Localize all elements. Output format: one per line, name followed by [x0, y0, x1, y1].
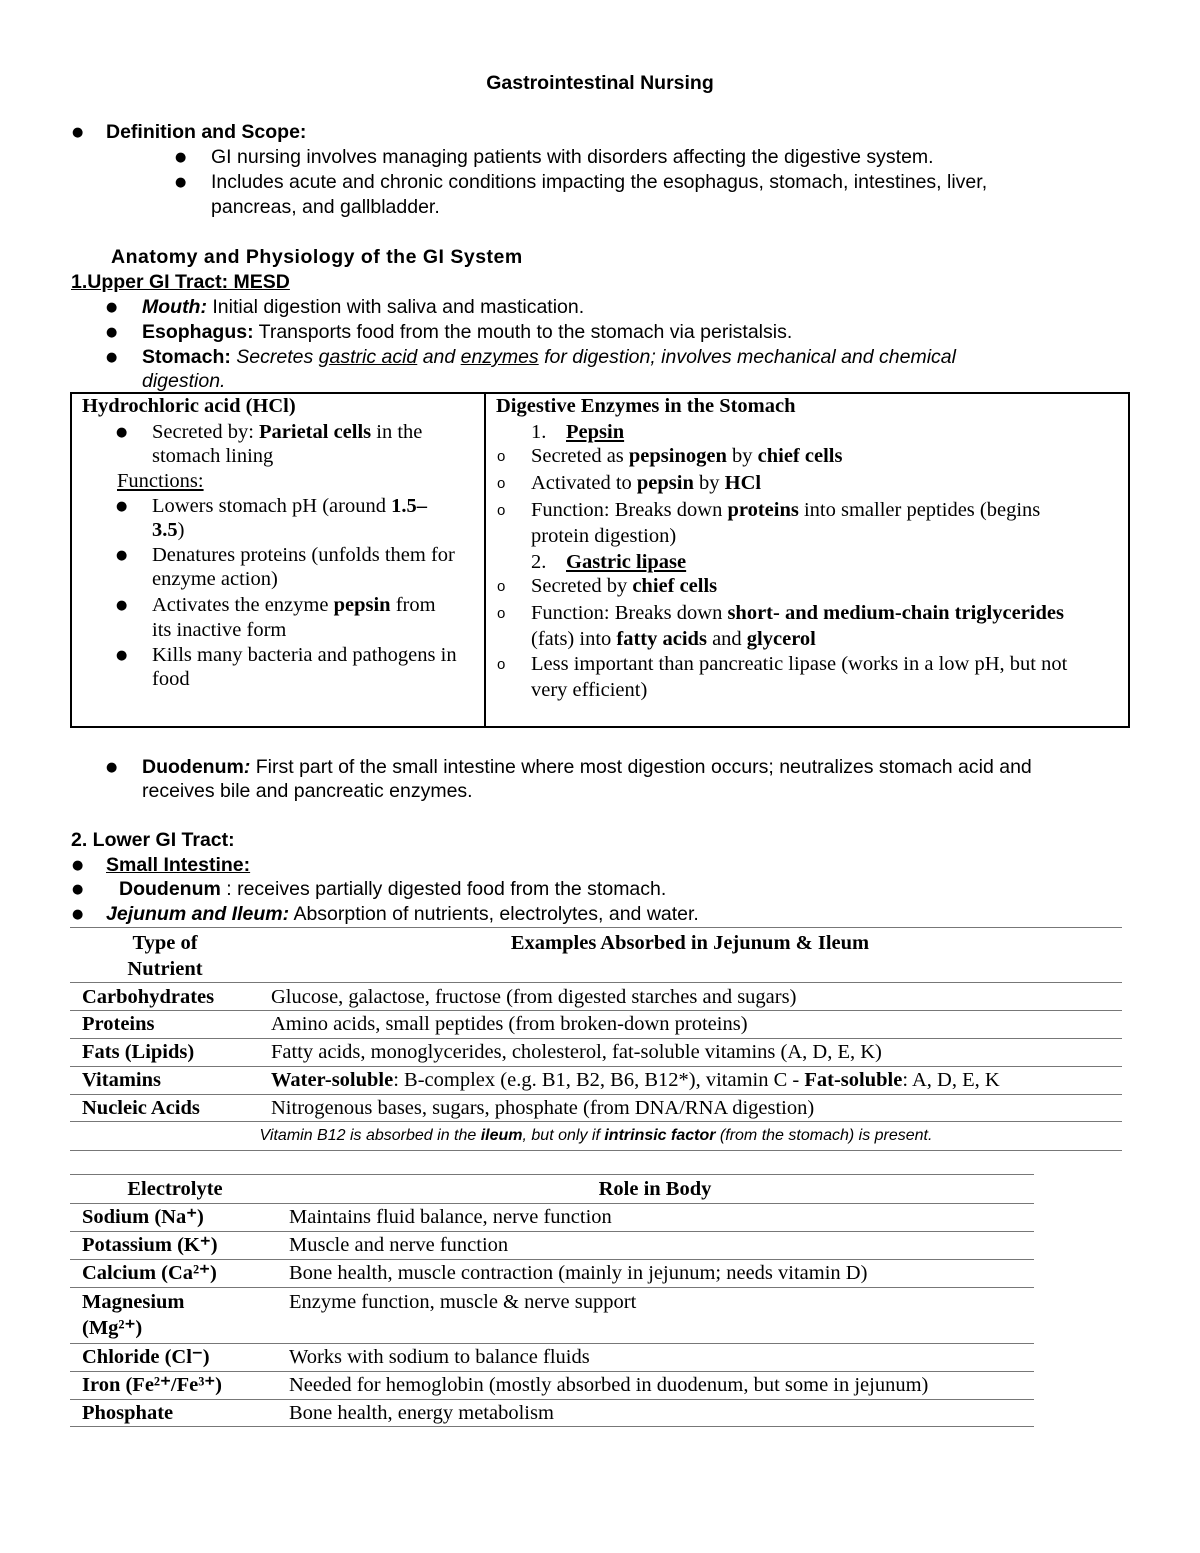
bullet-icon: ● — [116, 499, 128, 514]
electrolyte-name: Phosphate — [82, 1402, 174, 1424]
definition-item-cont: pancreas, and gallbladder. — [211, 196, 440, 218]
nutrient-type: Nucleic Acids — [82, 1097, 200, 1119]
nutrient-type: Vitamins — [82, 1069, 161, 1091]
table-rule — [70, 1399, 1034, 1400]
jejunum-item: Jejunum and Ileum: Absorption of nutrients, electrolytes, and water. — [106, 903, 699, 925]
nutrient-type: Fats (Lipids) — [82, 1041, 195, 1063]
duodenum-item: Duodenum: First part of the small intestine where most digestion occurs; neutralizes stomach acid and — [142, 756, 1032, 778]
bullet-icon: ● — [106, 325, 118, 340]
electrolyte-role: Needed for hemoglobin (mostly absorbed in duodenum, but some in jejunum) — [289, 1374, 929, 1396]
pepsin-detail: Secreted as pepsinogen by chief cells — [531, 445, 843, 467]
bullet-icon: ● — [72, 907, 84, 922]
doudenum-item: Doudenum : receives partially digested food from the stomach. — [119, 878, 667, 900]
circle-bullet-icon: o — [497, 578, 506, 595]
circle-bullet-icon: o — [497, 448, 506, 465]
pepsin-detail: Activated to pepsin by HCl — [531, 472, 762, 494]
role-col-header: Role in Body — [598, 1178, 712, 1200]
anatomy-heading: Anatomy and Physiology of the GI System — [111, 246, 523, 268]
bullet-icon: ● — [72, 125, 84, 140]
box-border-bottom — [70, 726, 1130, 728]
table-rule — [70, 1343, 1034, 1344]
electrolyte-name: Chloride (Cl⁻) — [82, 1346, 210, 1368]
electrolyte-name: Sodium (Na⁺) — [82, 1206, 204, 1228]
electrolyte-col-header: Electrolyte — [127, 1178, 223, 1200]
table-rule — [70, 1010, 1122, 1011]
hcl-function: Lowers stomach pH (around 1.5– — [152, 495, 427, 517]
table-rule — [70, 1231, 1034, 1232]
esophagus-item: Esophagus: Transports food from the mouth to the stomach via peristalsis. — [142, 321, 793, 343]
box-border-middle — [484, 392, 486, 728]
page-title: Gastrointestinal Nursing — [486, 72, 714, 94]
table-rule — [70, 1094, 1122, 1095]
enzyme-lipase: 2. — [531, 551, 547, 573]
nutrient-examples: Water-soluble: B-complex (e.g. B1, B2, B6, B12*), vitamin C - Fat-soluble: A, D, E, K — [271, 1069, 1000, 1091]
table-rule — [70, 1038, 1122, 1039]
bullet-icon: ● — [72, 882, 84, 897]
bullet-icon: ● — [175, 175, 187, 190]
lower-gi-heading: 2. Lower GI Tract: — [71, 829, 235, 851]
lipase-detail: Secreted by chief cells — [531, 575, 718, 597]
bullet-icon: ● — [72, 858, 84, 873]
upper-gi-heading: 1.Upper GI Tract: MESD — [71, 271, 290, 293]
table-rule — [70, 1174, 1034, 1175]
lipase-detail-cont: very efficient) — [531, 679, 648, 701]
electrolyte-name: Potassium (K⁺) — [82, 1234, 218, 1256]
box-border-right — [1128, 392, 1130, 728]
table-rule — [70, 1259, 1034, 1260]
electrolyte-role: Works with sodium to balance fluids — [289, 1346, 590, 1368]
table-rule — [70, 1203, 1034, 1204]
nutrient-examples: Amino acids, small peptides (from broken-down proteins) — [271, 1013, 748, 1035]
electrolyte-role: Maintains fluid balance, nerve function — [289, 1206, 612, 1228]
table-rule — [70, 1287, 1034, 1288]
hcl-function: Activates the enzyme pepsin from — [152, 594, 436, 616]
mouth-item: Mouth: Initial digestion with saliva and mastication. — [142, 296, 585, 318]
pepsin-detail: Function: Breaks down proteins into smaller peptides (begins — [531, 499, 1041, 521]
circle-bullet-icon: o — [497, 605, 506, 622]
stomach-item-cont: digestion. — [142, 370, 226, 392]
electrolyte-role: Enzyme function, muscle & nerve support — [289, 1291, 637, 1313]
nutrient-type: Proteins — [82, 1013, 155, 1035]
hcl-function-cont: enzyme action) — [152, 568, 278, 590]
electrolyte-role: Bone health, muscle contraction (mainly in jejunum; needs vitamin D) — [289, 1262, 868, 1284]
bullet-icon: ● — [116, 548, 128, 563]
electrolyte-name: Calcium (Ca²⁺) — [82, 1262, 217, 1284]
table-rule — [70, 1371, 1034, 1372]
circle-bullet-icon: o — [497, 475, 506, 492]
lipase-detail-cont: (fats) into fatty acids and glycerol — [531, 628, 816, 650]
electrolyte-role: Bone health, energy metabolism — [289, 1402, 554, 1424]
hcl-function-cont: food — [152, 668, 190, 690]
hcl-function: Kills many bacteria and pathogens in — [152, 644, 457, 666]
hcl-functions-label: Functions: — [117, 470, 204, 492]
enzyme-pepsin: 1. — [531, 421, 547, 443]
hcl-secreted: Secreted by: Parietal cells in the — [152, 421, 423, 443]
examples-col-header: Examples Absorbed in Jejunum & Ileum — [510, 932, 870, 954]
lipase-detail: Function: Breaks down short- and medium-chain triglycerides — [531, 602, 1064, 624]
electrolyte-name: Magnesium — [82, 1291, 185, 1313]
nutrient-examples: Glucose, galactose, fructose (from digested starches and sugars) — [271, 986, 797, 1008]
circle-bullet-icon: o — [497, 656, 506, 673]
electrolyte-name-cont: (Mg²⁺) — [82, 1317, 143, 1339]
box-border-left — [70, 392, 72, 728]
definition-item: Includes acute and chronic conditions impacting the esophagus, stomach, intestines, liver, — [211, 171, 988, 193]
enzyme-lipase-name: Gastric lipase — [566, 551, 687, 573]
nutrient-examples: Nitrogenous bases, sugars, phosphate (from DNA/RNA digestion) — [271, 1097, 815, 1119]
table-rule — [70, 927, 1122, 928]
vitamin-b12-note: Vitamin B12 is absorbed in the ileum, but only if intrinsic factor (from the stomach) is present. — [259, 1127, 933, 1144]
hcl-function-cont: its inactive form — [152, 619, 287, 641]
pepsin-detail-cont: protein digestion) — [531, 525, 677, 547]
table-rule — [70, 1426, 1034, 1427]
hcl-secreted-cont: stomach lining — [152, 445, 274, 467]
bullet-icon: ● — [116, 598, 128, 613]
table-rule — [70, 1121, 1122, 1122]
bullet-icon: ● — [116, 648, 128, 663]
bullet-icon: ● — [106, 300, 118, 315]
bullet-icon: ● — [106, 760, 118, 775]
nutrient-examples: Fatty acids, monoglycerides, cholesterol, fat-soluble vitamins (A, D, E, K) — [271, 1041, 882, 1063]
circle-bullet-icon: o — [497, 502, 506, 519]
table-rule — [70, 1150, 1122, 1151]
definition-heading: Definition and Scope: — [106, 121, 307, 143]
lipase-detail: Less important than pancreatic lipase (works in a low pH, but not — [531, 653, 1068, 675]
hcl-function-cont: 3.5) — [152, 519, 185, 541]
duodenum-item-cont: receives bile and pancreatic enzymes. — [142, 780, 473, 802]
bullet-icon: ● — [175, 150, 187, 165]
nutrient-col-header-cont: Nutrient — [127, 958, 203, 980]
definition-item: GI nursing involves managing patients with disorders affecting the digestive system. — [211, 146, 934, 168]
electrolyte-role: Muscle and nerve function — [289, 1234, 509, 1256]
hcl-heading: Hydrochloric acid (HCl) — [82, 395, 296, 417]
bullet-icon: ● — [106, 350, 118, 365]
hcl-function: Denatures proteins (unfolds them for — [152, 544, 455, 566]
nutrient-col-header: Type of — [132, 932, 198, 954]
stomach-item: Stomach: Secretes gastric acid and enzymes for digestion; involves mechanical and chemical — [142, 346, 956, 368]
table-rule — [70, 982, 1122, 983]
small-intestine-heading: Small Intestine: — [106, 854, 251, 876]
bullet-icon: ● — [116, 425, 128, 440]
enzyme-pepsin-name: Pepsin — [566, 421, 625, 443]
nutrient-type: Carbohydrates — [82, 986, 215, 1008]
enzymes-heading: Digestive Enzymes in the Stomach — [496, 395, 796, 417]
table-rule — [70, 1066, 1122, 1067]
electrolyte-name: Iron (Fe²⁺/Fe³⁺) — [82, 1374, 223, 1396]
